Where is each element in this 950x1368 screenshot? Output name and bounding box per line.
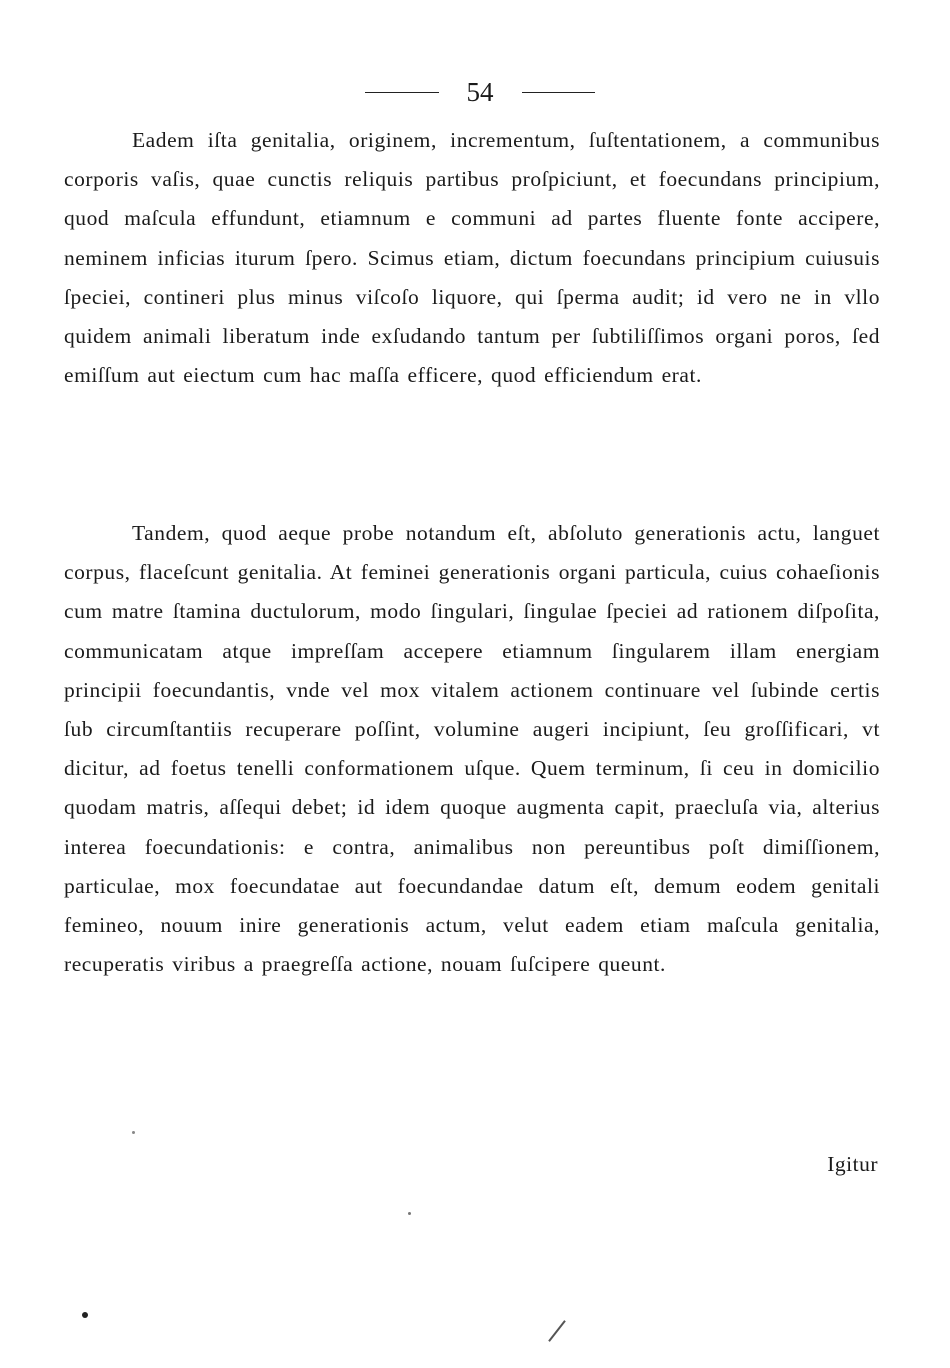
page-number: 54 — [466, 77, 494, 107]
header-rule-left — [365, 92, 439, 93]
header-rule-right — [522, 92, 595, 93]
page-header — [0, 74, 950, 110]
paper-mark — [548, 1320, 566, 1342]
ink-speck — [132, 1131, 135, 1134]
catchword: Igitur — [827, 1152, 878, 1176]
ink-speck — [408, 1212, 411, 1215]
paragraph-1: Eadem iſta genitalia, originem, incrementum, ſuſtentationem, a communibus corporis vaſis, quae cunctis reliquis partibus proſpiciunt, et foecundans principium, quod maſcula effundunt, etiamnum e communi ad partes fluente fonte accipere, neminem inficias iturum ſpero. Scimus etiam, dictum foecundans principium cuiusuis ſpeciei, contineri plus minus viſcoſo liquore, qui ſperma audit; id vero ne in vllo quidem animali liberatum inde exſudando tantum per ſubtiliſſimos organi poros, ſed emiſſum aut eiectum cum hac maſſa efficere, quod efficiendum erat. — [64, 128, 880, 388]
ink-speck — [82, 1312, 88, 1318]
paragraph-2: Tandem, quod aeque probe notandum eſt, abſoluto generationis actu, languet corpus, flaceſcunt genitalia. At feminei generationis organi particula, cuius cohaeſionis cum matre ſtamina ductulorum, modo ſingulari, ſingulae ſpeciei ad rationem diſpoſita, communicatam atque impreſſam accepere etiamnum ſingularem illam energiam principii foecundantis, vnde vel mox vitalem actionem continuare vel ſubinde certis ſub circumſtantiis recuperare poſſint, volumine augeri incipiunt, ſeu groſſificari, vt dicitur, ad foetus tenelli conformationem uſque. Quem terminum, ſi ceu in domicilio quodam matris, aſſequi debet; id idem quoque augmenta capit, praecluſa via, alterius interea foecundationis: e contra, animalibus non pereuntibus poſt dimiſſionem, particulae, mox foecundatae aut foecundandae datum eſt, demum eodem genitali femineo, nouum inire generationis actum, velut eadem etiam maſcula genitalia, recuperatis viribus a praegreſſa actione, nouam ſuſcipere queunt. — [64, 521, 880, 977]
